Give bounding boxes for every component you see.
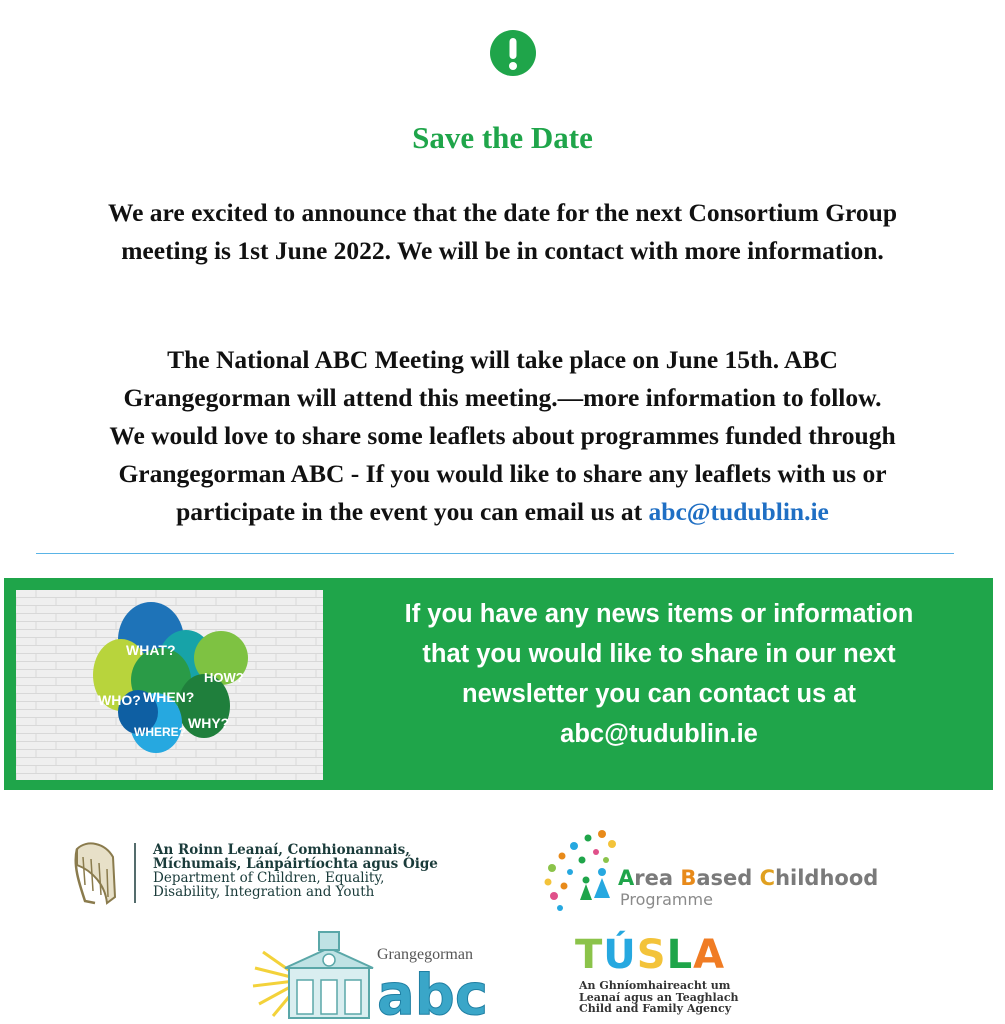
dots-figure-icon bbox=[540, 826, 620, 916]
tusla-subtitle bbox=[579, 980, 739, 1015]
tusla-subtitle-line-2: Leanaí agus an Teaghlach bbox=[579, 990, 739, 1004]
abc-programme-title-b: B bbox=[680, 866, 697, 890]
image-word-why: WHY? bbox=[188, 715, 230, 731]
questions-image bbox=[16, 590, 323, 780]
department-name bbox=[153, 843, 438, 899]
announcement-line-2: meeting is 1st June 2022. We will be in contact with more information. bbox=[121, 236, 884, 265]
announcement-line-1: We are excited to announce that the date for the next Consortium Group bbox=[107, 198, 898, 227]
department-name-irish-1: An Roinn Leanaí, Comhionannais, bbox=[153, 842, 410, 858]
clocktower-icon bbox=[245, 928, 515, 1020]
banner-line-3: newsletter you can contact us at bbox=[462, 680, 856, 708]
tusla-subtitle-line-3: Child and Family Agency bbox=[579, 1002, 732, 1015]
speech-bubbles-illustration bbox=[16, 590, 323, 780]
banner-line-2: that you would like to share in our next bbox=[422, 640, 896, 668]
abc-programme-title-rea: rea bbox=[634, 866, 681, 890]
department-name-english-2: Disability, Integration and Youth bbox=[153, 884, 375, 900]
abc-programme-title-hildhood: hildhood bbox=[775, 866, 879, 890]
tusla-letter-t: T bbox=[575, 932, 604, 978]
abc-programme-title-ased: ased bbox=[696, 866, 760, 890]
national-meeting-line-5 bbox=[20, 493, 985, 531]
tusla-letter-s: S bbox=[636, 932, 667, 978]
department-logo bbox=[65, 835, 495, 910]
grangegorman-abc-wordmark: abc bbox=[377, 963, 489, 1020]
divider bbox=[36, 553, 954, 554]
image-word-what: WHAT? bbox=[126, 642, 176, 658]
abc-programme-logo bbox=[540, 826, 960, 916]
tusla-subtitle-line-1: An Ghníomhaireacht um bbox=[579, 979, 731, 992]
image-word-when: WHEN? bbox=[143, 689, 195, 705]
national-meeting-line-1: The National ABC Meeting will take place on June 15th. ABC bbox=[167, 345, 838, 374]
image-word-where: WHERE? bbox=[134, 725, 186, 739]
abc-programme-title-a: A bbox=[618, 866, 635, 890]
national-meeting-line-2: Grangegorman will attend this meeting.—more information to follow. bbox=[123, 383, 882, 412]
banner-line-1: If you have any news items or information bbox=[404, 600, 914, 628]
national-meeting-line-4: Grangegorman ABC - If you would like to share any leaflets with us or bbox=[118, 459, 887, 488]
newsletter-banner bbox=[4, 578, 993, 790]
page-title: Save the Date bbox=[412, 120, 593, 155]
grangegorman-abc-logo bbox=[245, 928, 515, 1020]
grangegorman-name: Grangegorman bbox=[377, 946, 473, 963]
exclamation-circle-icon bbox=[489, 29, 537, 77]
tusla-wordmark bbox=[575, 932, 725, 978]
department-name-english-1: Department of Children, Equality, bbox=[153, 870, 385, 886]
abc-programme-subtitle: Programme bbox=[620, 890, 713, 909]
tusla-letter-a: A bbox=[693, 932, 726, 978]
image-word-how: HOW? bbox=[204, 670, 244, 685]
national-meeting-text bbox=[20, 341, 985, 531]
tusla-letter-u: Ú bbox=[603, 932, 637, 978]
harp-icon bbox=[65, 835, 145, 910]
department-name-irish-2: Míchumais, Lánpáirtíochta agus Óige bbox=[153, 856, 438, 872]
national-meeting-line-5-text: participate in the event you can email us at bbox=[176, 497, 649, 526]
banner-email-link[interactable]: abc@tudublin.ie bbox=[560, 720, 758, 748]
abc-programme-title bbox=[618, 866, 878, 890]
abc-programme-title-c: C bbox=[759, 866, 776, 890]
tusla-letter-l: L bbox=[666, 932, 694, 978]
national-meeting-line-3: We would love to share some leaflets about programmes funded through bbox=[109, 421, 896, 450]
image-word-who: WHO? bbox=[98, 692, 141, 708]
tusla-logo bbox=[575, 930, 775, 1020]
email-link[interactable]: abc@tudublin.ie bbox=[648, 497, 829, 526]
announcement-text bbox=[20, 194, 985, 270]
banner-text bbox=[334, 594, 984, 754]
